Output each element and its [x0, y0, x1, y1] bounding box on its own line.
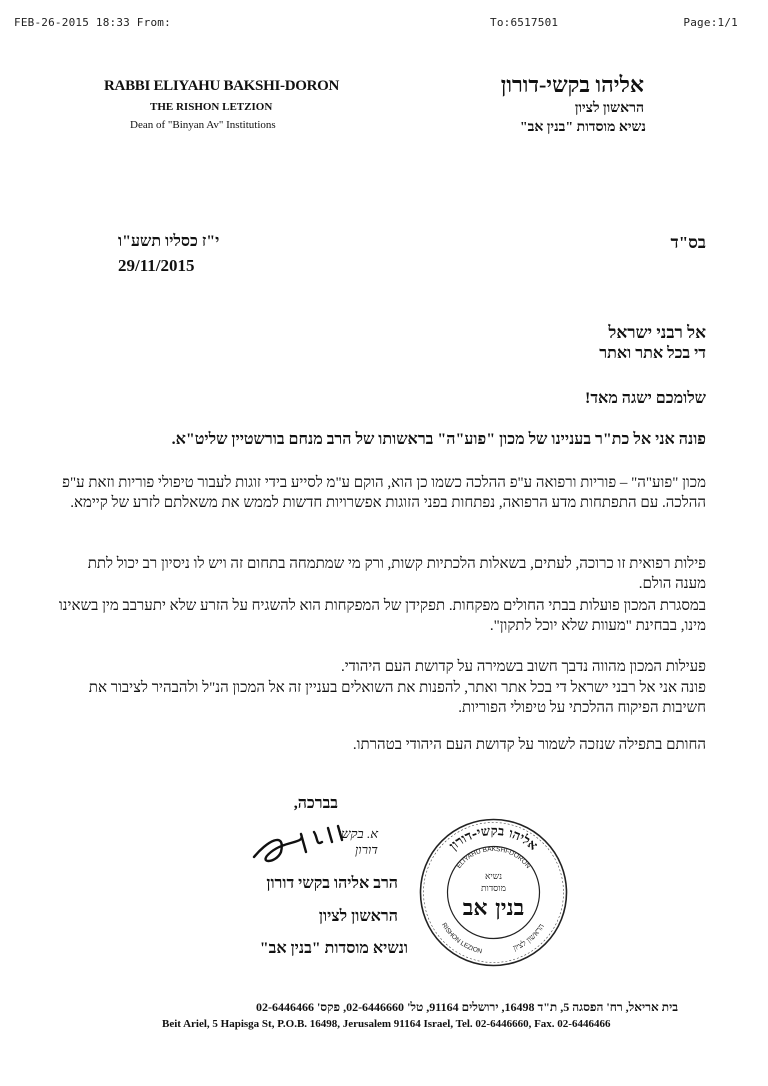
date-gregorian: 29/11/2015 — [118, 256, 195, 275]
svg-text:ELIYAHU BAKSHI-DORON — [456, 846, 532, 870]
seal-outer-hebrew: אליהו בקשי-דורון — [446, 823, 541, 854]
footer-english: Beit Ariel, 5 Hapisga St, P.O.B. 16498, Jerusalem 91164 Israel, Tel. 02-6446660, Fax. 02-6446466 — [162, 1018, 611, 1030]
seal-graphic — [416, 815, 571, 970]
seal-outer-english: ELIYAHU BAKSHI-DORON — [455, 845, 532, 870]
date-hebrew: י"ז כסליו תשע"ו — [118, 233, 220, 250]
body-paragraph-2b: במסגרת המכון פועלות בבתי החולים מפקחות. תפקידן של המפקחות הוא להשגיח על הזרע שלא יתערבב מין בשאינו מינו, בבחינת "מעוות שלא יוכל לתקון". — [58, 598, 706, 634]
letterhead-english-name: RABBI ELIYAHU BAKSHI-DORON — [104, 78, 340, 94]
fax-to: To:6517501 — [490, 16, 559, 29]
footer-hebrew: בית אריאל, רח' הפסגה 5, ת"ד 16498, ירושלים 91164, טל' 02-6446660, פקס' 02-6446466 — [255, 1000, 678, 1014]
address-line1: אל רבני ישראל — [608, 323, 706, 342]
closing-dean: ונשיא מוסדות "בנין אב" — [259, 940, 408, 957]
seal-bottom-english: RISHON LEZION — [439, 921, 483, 956]
letterhead-english-title: THE RISHON LETZION — [150, 101, 273, 113]
fax-datetime: FEB-26-2015 18:33 From: — [14, 16, 171, 29]
subject-line: פונה אני אל כת"ר בעניינו של מכון "פוע"ה" בראשותו של הרב מנחם בורשטיין שליט"א. — [171, 431, 706, 448]
svg-text:RISHON LEZION — [440, 922, 483, 956]
letterhead-hebrew-title: הראשון לציון — [574, 101, 644, 116]
fax-page: Page:1/1 — [683, 16, 738, 29]
body-paragraph-2a: פילות רפואית זו כרוכה, לעתים, בשאלות הלכתיות קשות, ורק מי שמתמחה בתחום זה ויש לו ניסיון רב יכול לתת מענה הולם. — [87, 556, 706, 592]
greeting: שלומכם ישגה מאד! — [585, 390, 706, 407]
letterhead-hebrew-dean: נשיא מוסדות "בנין אב" — [519, 120, 646, 135]
body-paragraph-3b: פונה אני אל רבני ישראל די בכל אתר ואתר, להפנות את השואלים בעניין זה אל המכון הנ"ל ולהבהיר לציבור את חשיבות הפיקוח ההלכתי על טיפולי הפוריות. — [88, 680, 706, 716]
letterhead-hebrew-name: אליהו בקשי-דורון — [500, 72, 644, 97]
closing-title: הראשון לציון — [318, 908, 398, 925]
body-paragraph-1: מכון "פוע"ה" – פוריות ורפואה ע"פ ההלכה כשמו כן הוא, הוקם ע"מ לסייע בידי זוגות לעבור טיפולי פוריות וזאת ע"פ ההלכה. עם התפתחות מדע הרפואה, נפתחות בפני הזוגות אפשרויות חדשות לממש את משאלתם לזרע של קיימא. — [62, 475, 706, 511]
letterhead-english-dean: Dean of "Binyan Av" Institutions — [130, 119, 276, 131]
seal-center: בנין אב — [462, 895, 525, 921]
signature-initials: א. בקשי דורון — [337, 826, 378, 857]
seal-middle-bottom: מוסדות — [481, 884, 506, 894]
seal-middle-top: נשיא — [484, 872, 503, 882]
closing-blessing: בברכה, — [293, 795, 338, 812]
closing-name: הרב אליהו בקשי דורון — [266, 875, 398, 892]
bsd-mark: בס"ד — [670, 233, 706, 252]
address-line2: די בכל אתר ואתר — [599, 345, 706, 362]
seal-bottom-hebrew: הראשון לציון — [511, 921, 547, 953]
body-paragraph-3a: פעילות המכון מהווה נדבך חשוב בשמירה על קדושת העם היהודי. — [340, 659, 706, 675]
body-paragraph-4: החותם בתפילה שנזכה לשמור על קדושת העם היהודי בטהרתו. — [352, 737, 706, 753]
official-seal — [416, 815, 571, 970]
